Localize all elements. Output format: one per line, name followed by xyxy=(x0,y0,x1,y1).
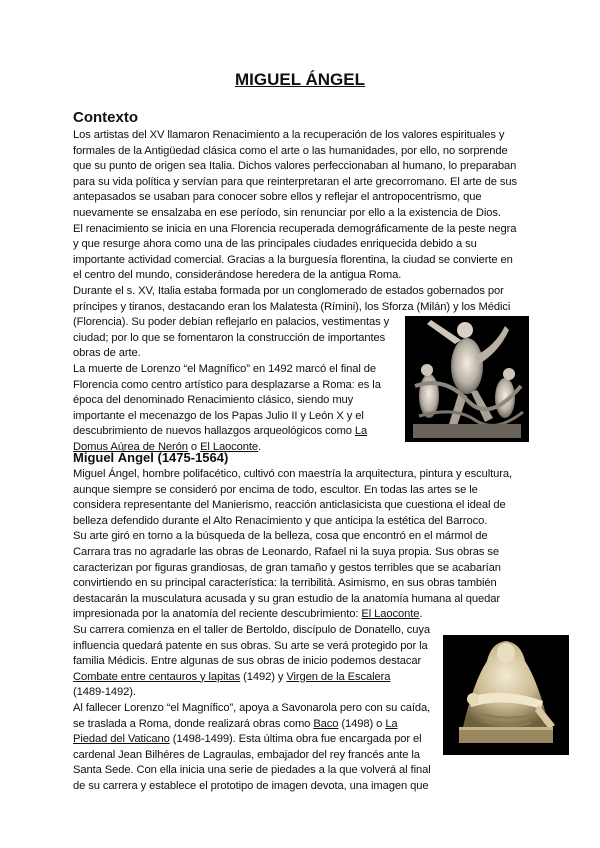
text-line: Su arte giró en torno a la búsqueda de la belleza, cosa que encontró en el mármol de xyxy=(73,530,488,543)
text-line: aunque siempre se consideró por encima de todo, escultor. En todas las artes se le xyxy=(73,483,478,496)
text-line: La muerte de Lorenzo “el Magnífico” en 1492 marcó el final de xyxy=(73,362,376,375)
text-fragment: se traslada a Roma, donde realizará obras como xyxy=(73,717,314,730)
text-fragment: (1498-1499). Esta última obra fue encargada por el xyxy=(169,733,422,746)
text-fragment: . xyxy=(258,440,262,453)
text-line: importante el mecenazgo de los Papas Julio II y León X y el xyxy=(73,409,364,422)
text-line: influencia quedará patente en sus obras. Su arte se verá protegido por la xyxy=(73,639,428,652)
laocoon-illustration xyxy=(405,316,529,442)
text-line: destacarán la musculatura acusada y su gran estudio de la anatomía humana al quedar xyxy=(73,592,501,605)
text-line: que su punto de origen sea Italia. Dichos valores perfeccionaban al humano, lo preparaban xyxy=(73,160,517,173)
context-heading: Contexto xyxy=(73,109,138,126)
link-piedad[interactable]: La xyxy=(385,717,398,730)
text-fragment: (1492) y xyxy=(240,670,287,683)
text-line: nuevamente se ensalzaba en ese período, sin renunciar por ello a la existencia de Dios. xyxy=(73,206,501,219)
text-line: cardenal Jean Bilhéres de Lagraulas, embajador del rey francés ante la xyxy=(73,748,420,761)
pieta-sculpture-image xyxy=(443,635,569,755)
text-line: Miguel Ángel, hombre polifacético, cultivó con maestría la arquitectura, pintura y escultura, xyxy=(73,468,513,480)
text-line: época del denominado Renacimiento clásico, siendo muy xyxy=(73,394,354,407)
text-line: considera representante del Manierismo, reacción anticlasicista que cuestiona el ideal de xyxy=(73,499,506,512)
text-line: Su carrera comienza en el taller de Bertoldo, discípulo de Donatello, cuya xyxy=(73,623,431,636)
link-virgen-escalera[interactable]: Virgen de la Escalera xyxy=(286,670,391,683)
text-fragment: (1498) o xyxy=(338,717,386,730)
text-line: (Florencia). Su poder debían reflejarlo en palacios, vestimentas y xyxy=(73,316,390,329)
text-fragment: . xyxy=(419,608,423,621)
text-line: caracterizan por figuras grandiosas, de gran tamaño y gestos terribles que se acabarían xyxy=(73,561,501,574)
link-domus-aurea[interactable]: La xyxy=(354,425,368,438)
text-line: Santa Sede. Con ella inicia una serie de piedades a la que volverá al final xyxy=(73,764,431,777)
text-line: el centro del mundo, considerándose heredera de la antigua Roma. xyxy=(73,269,402,282)
text-line: familia Médicis. Entre algunas de sus obras de inicio podemos destacar xyxy=(73,655,422,668)
text-line: obras de arte. xyxy=(73,347,141,360)
text-line: (1489-1492). xyxy=(73,686,136,699)
text-line: formales de la Antigüedad clásica como el arte o las humanidades, por ello, no sorprende xyxy=(73,144,508,157)
text-fragment: descubrimiento de nuevos hallazgos arqueológicos como xyxy=(73,425,355,438)
miguel-angel-heading: Miguel Ángel (1475-1564) xyxy=(73,450,229,465)
link-laoconte-2[interactable]: El Laoconte xyxy=(361,608,420,621)
link-piedad-vaticano[interactable]: Piedad del Vaticano xyxy=(73,733,170,746)
laocoon-sculpture-image xyxy=(405,316,529,442)
link-combate-centauros[interactable]: Combate entre centauros y lapitas xyxy=(73,670,241,683)
text-fragment: o xyxy=(187,440,201,453)
text-line: Los artistas del XV llamaron Renacimiento a la recuperación de los valores espirituales y xyxy=(73,129,505,141)
text-line: Carrara tras no agradarle las obras de Leonardo, Rafael ni la suya propia. Sus obras se xyxy=(73,545,499,558)
link-laoconte[interactable]: El Laoconte xyxy=(200,440,259,453)
text-line: importante actividad comercial. Gracias a la burguesía florentina, la ciudad se convierte en xyxy=(73,253,513,266)
text-line: belleza defendido durante el Alto Renacimiento y que anticipa la estética del Barroco. xyxy=(73,514,488,527)
text-line: convirtiendo en su principal característica: la terribilità. Asimismo, en sus obras también xyxy=(73,577,497,590)
text-line: de su carrera y establece el prototipo de imagen devota, una imagen que xyxy=(73,779,429,792)
page-title: MIGUEL ÁNGEL xyxy=(234,70,366,89)
pieta-illustration xyxy=(443,635,569,755)
text-line: El renacimiento se inicia en una Florencia recuperada demográficamente de la peste negra xyxy=(73,222,517,235)
text-line: antepasados se usaban para conocer sobre ellos y reflejar el antropocentrismo, que xyxy=(73,191,482,204)
text-line: Durante el s. XV, Italia estaba formada por un conglomerado de estados gobernados por xyxy=(73,284,504,297)
text-line xyxy=(73,607,512,623)
text-line: para su vida política y servían para que reinterpretaran el arte grecorromano. El arte de sus xyxy=(73,175,518,188)
text-line: Florencia como centro artístico para desplazarse a Roma: es la xyxy=(73,378,381,391)
text-line: Al fallecer Lorenzo “el Magnífico”, apoya a Savonarola pero con su caída, xyxy=(73,701,431,714)
link-domus-aurea-cont[interactable]: Domus Aúrea de Nerón xyxy=(73,440,188,453)
text-line: príncipes y tiranos, destacando eran los Malatesta (Rímini), los Sforza (Milán) y los Médici xyxy=(73,300,511,313)
link-baco[interactable]: Baco xyxy=(313,717,339,730)
text-line: ciudad; por lo que se fomentaron la construcción de importantes xyxy=(73,331,386,344)
text-fragment: impresionada por la anatomía del reciente descubrimiento: xyxy=(73,608,362,621)
text-line: y que resurge ahora como una de las principales ciudades enriquecida debido a su xyxy=(73,238,477,251)
